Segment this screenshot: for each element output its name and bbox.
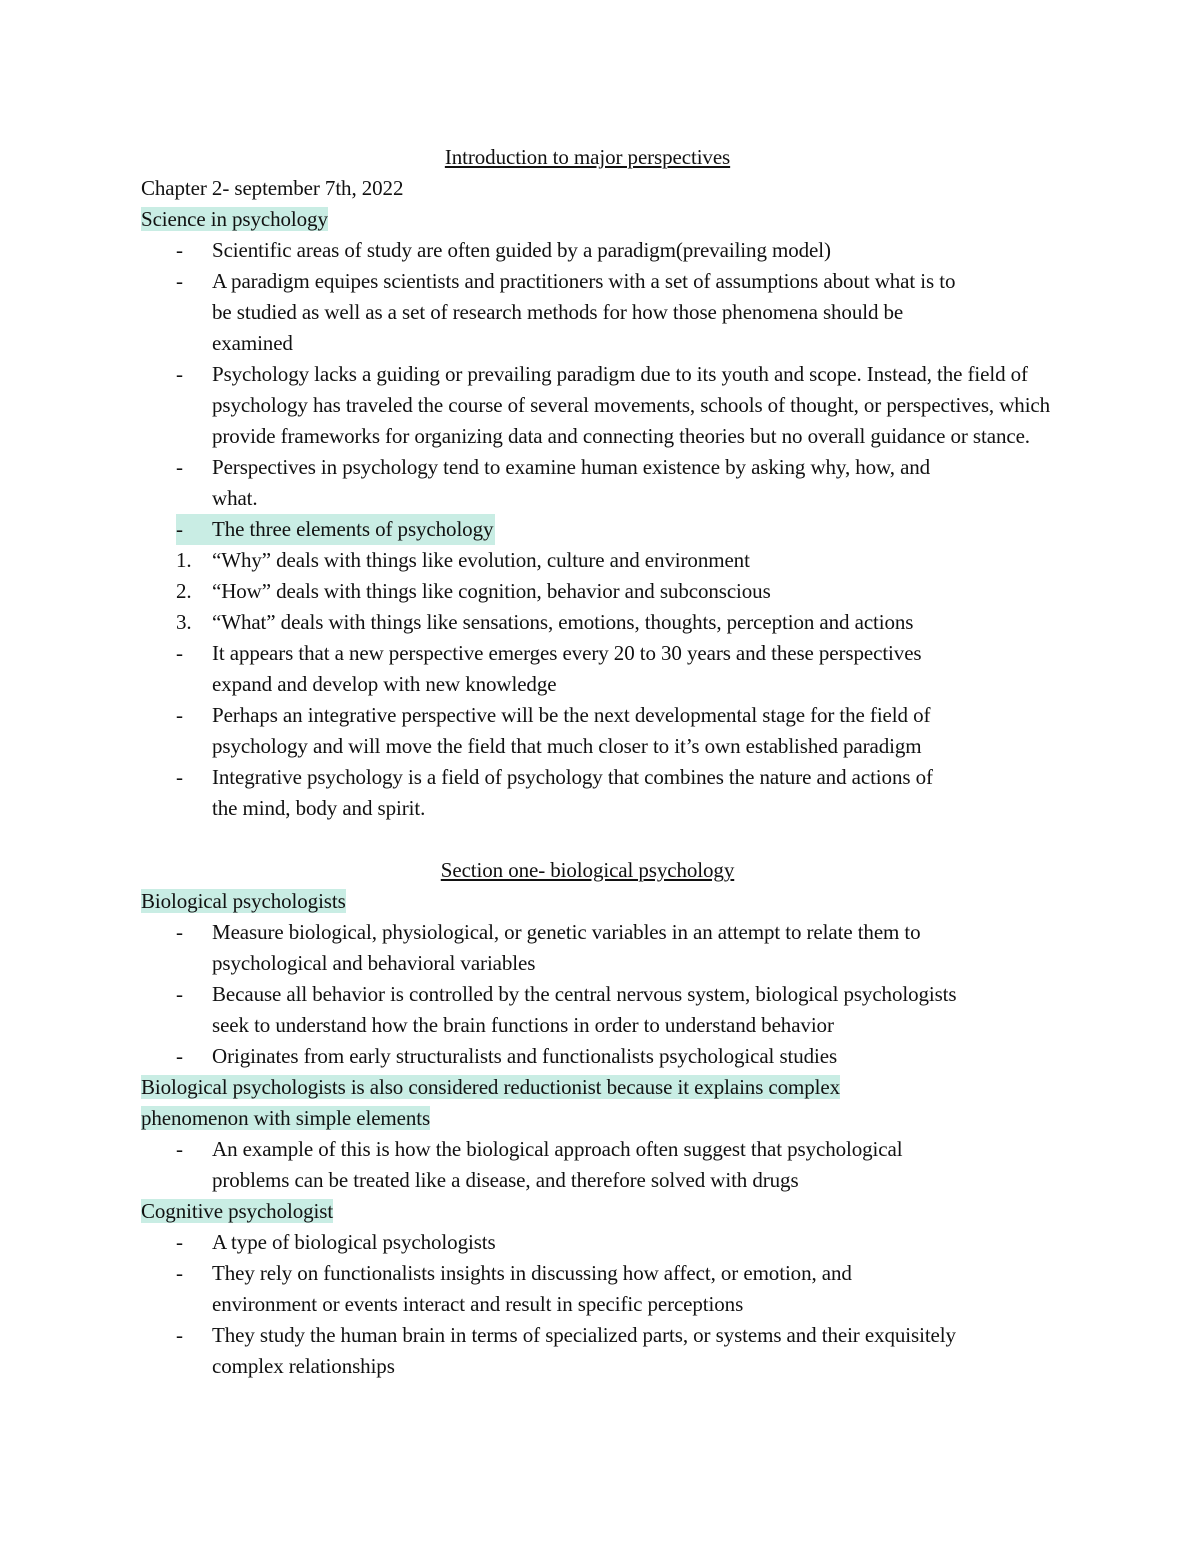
list-item-text: Because all behavior is controlled by the central nervous system, biological psychologists: [212, 982, 957, 1006]
list-item-text: expand and develop with new knowledge: [212, 672, 557, 696]
list-item-text: They study the human brain in terms of specialized parts, or systems and their exquisitely: [212, 1323, 956, 1347]
bullet-marker: -: [176, 1044, 183, 1068]
numbered-item: [141, 607, 1181, 638]
chapter-line: Chapter 2- september 7th, 2022: [141, 176, 404, 200]
number-marker: 2.: [176, 579, 192, 603]
list-item-text: complex relationships: [212, 1354, 395, 1378]
numbered-item-text: “How” deals with things like cognition, behavior and subconscious: [212, 579, 771, 603]
number-marker: 3.: [176, 610, 192, 634]
list-item: [141, 1041, 1181, 1072]
reductionist-line-1: Biological psychologists is also considered reductionist because it explains complex: [141, 1075, 841, 1099]
reductionist-bullet-list: [141, 1134, 1181, 1196]
list-item-text: be studied as well as a set of research methods for how those phenomena should be: [212, 300, 904, 324]
numbered-item-text: “What” deals with things like sensations, emotions, thoughts, perception and actions: [212, 610, 914, 634]
document-body: [141, 142, 1181, 1382]
list-item: [141, 359, 1181, 452]
elements-numbered-list: [141, 545, 1181, 638]
bullet-marker: -: [176, 765, 183, 789]
number-marker: 1.: [176, 548, 192, 572]
science-bullet-list: [141, 235, 1181, 514]
numbered-item-text: “Why” deals with things like evolution, culture and environment: [212, 548, 750, 572]
list-item-text: Measure biological, physiological, or genetic variables in an attempt to relate them to: [212, 920, 921, 944]
list-item: [141, 638, 1181, 700]
list-item-text: A paradigm equipes scientists and practitioners with a set of assumptions about what is to: [212, 269, 956, 293]
bullet-marker: -: [176, 703, 183, 727]
list-item-text: psychological and behavioral variables: [212, 951, 536, 975]
three-elements-label: The three elements of psychology: [212, 517, 494, 541]
bullet-marker: -: [176, 517, 183, 541]
reductionist-line-2: phenomenon with simple elements: [141, 1106, 431, 1130]
list-item-text: provide frameworks for organizing data and connecting theories but no overall guidance or stance.: [212, 424, 1030, 448]
numbered-item: [141, 576, 1181, 607]
list-item: [141, 235, 1181, 266]
list-item-text: Scientific areas of study are often guided by a paradigm(prevailing model): [212, 238, 831, 262]
biological-bullet-list: [141, 917, 1181, 1072]
section-spacer: [141, 824, 1181, 855]
numbered-item: [141, 545, 1181, 576]
bullet-marker: -: [176, 362, 183, 386]
bullet-marker: -: [176, 982, 183, 1006]
list-item: [141, 1227, 1181, 1258]
list-item: [141, 700, 1181, 762]
list-item: [141, 452, 1181, 514]
list-item-text: Perhaps an integrative perspective will be the next developmental stage for the field of: [212, 703, 931, 727]
list-item: [141, 979, 1181, 1041]
bullet-marker: -: [176, 238, 183, 262]
bullet-marker: -: [176, 455, 183, 479]
list-item-text: A type of biological psychologists: [212, 1230, 496, 1254]
list-item-text: seek to understand how the brain functions in order to understand behavior: [212, 1013, 834, 1037]
list-item-text: psychology and will move the field that much closer to it’s own established paradigm: [212, 734, 922, 758]
list-item-text: what.: [212, 486, 258, 510]
list-item-text: Integrative psychology is a field of psychology that combines the nature and actions of: [212, 765, 933, 789]
bullet-marker: -: [176, 269, 183, 293]
bullet-marker: -: [176, 641, 183, 665]
list-item: [141, 266, 1181, 359]
list-item: [141, 1320, 1181, 1382]
list-item-text: the mind, body and spirit.: [212, 796, 426, 820]
cognitive-bullet-list: [141, 1227, 1181, 1382]
list-item-text: Psychology lacks a guiding or prevailing paradigm due to its youth and scope. Instead, the field of: [212, 362, 1028, 386]
list-item-text: An example of this is how the biological approach often suggest that psychological: [212, 1137, 903, 1161]
bullet-marker: -: [176, 1230, 183, 1254]
section-title: Section one- biological psychology: [440, 858, 735, 882]
list-item-text: psychology has traveled the course of several movements, schools of thought, or perspectives, which: [212, 393, 1051, 417]
page-title: Introduction to major perspectives: [444, 145, 731, 169]
bullet-marker: -: [176, 1323, 183, 1347]
list-item-text: examined: [212, 331, 293, 355]
list-item: [141, 1258, 1181, 1320]
perspectives-bullet-list: [141, 638, 1181, 824]
heading-science-in-psychology: Science in psychology: [141, 207, 328, 231]
bullet-marker: -: [176, 1137, 183, 1161]
list-item-text: Perspectives in psychology tend to examine human existence by asking why, how, and: [212, 455, 931, 479]
list-item-text: environment or events interact and result in specific perceptions: [212, 1292, 744, 1316]
list-item-text: Originates from early structuralists and functionalists psychological studies: [212, 1044, 838, 1068]
bullet-marker: -: [176, 1261, 183, 1285]
heading-cognitive-psychologist: Cognitive psychologist: [141, 1199, 334, 1223]
three-elements-item: [176, 514, 495, 545]
list-item-text: They rely on functionalists insights in discussing how affect, or emotion, and: [212, 1261, 852, 1285]
heading-biological-psychologists: Biological psychologists: [141, 889, 346, 913]
list-item: [141, 1134, 1181, 1196]
list-item: [141, 917, 1181, 979]
bullet-marker: -: [176, 920, 183, 944]
list-item-text: problems can be treated like a disease, and therefore solved with drugs: [212, 1168, 799, 1192]
list-item-text: It appears that a new perspective emerges every 20 to 30 years and these perspectives: [212, 641, 922, 665]
list-item: [141, 762, 1181, 824]
